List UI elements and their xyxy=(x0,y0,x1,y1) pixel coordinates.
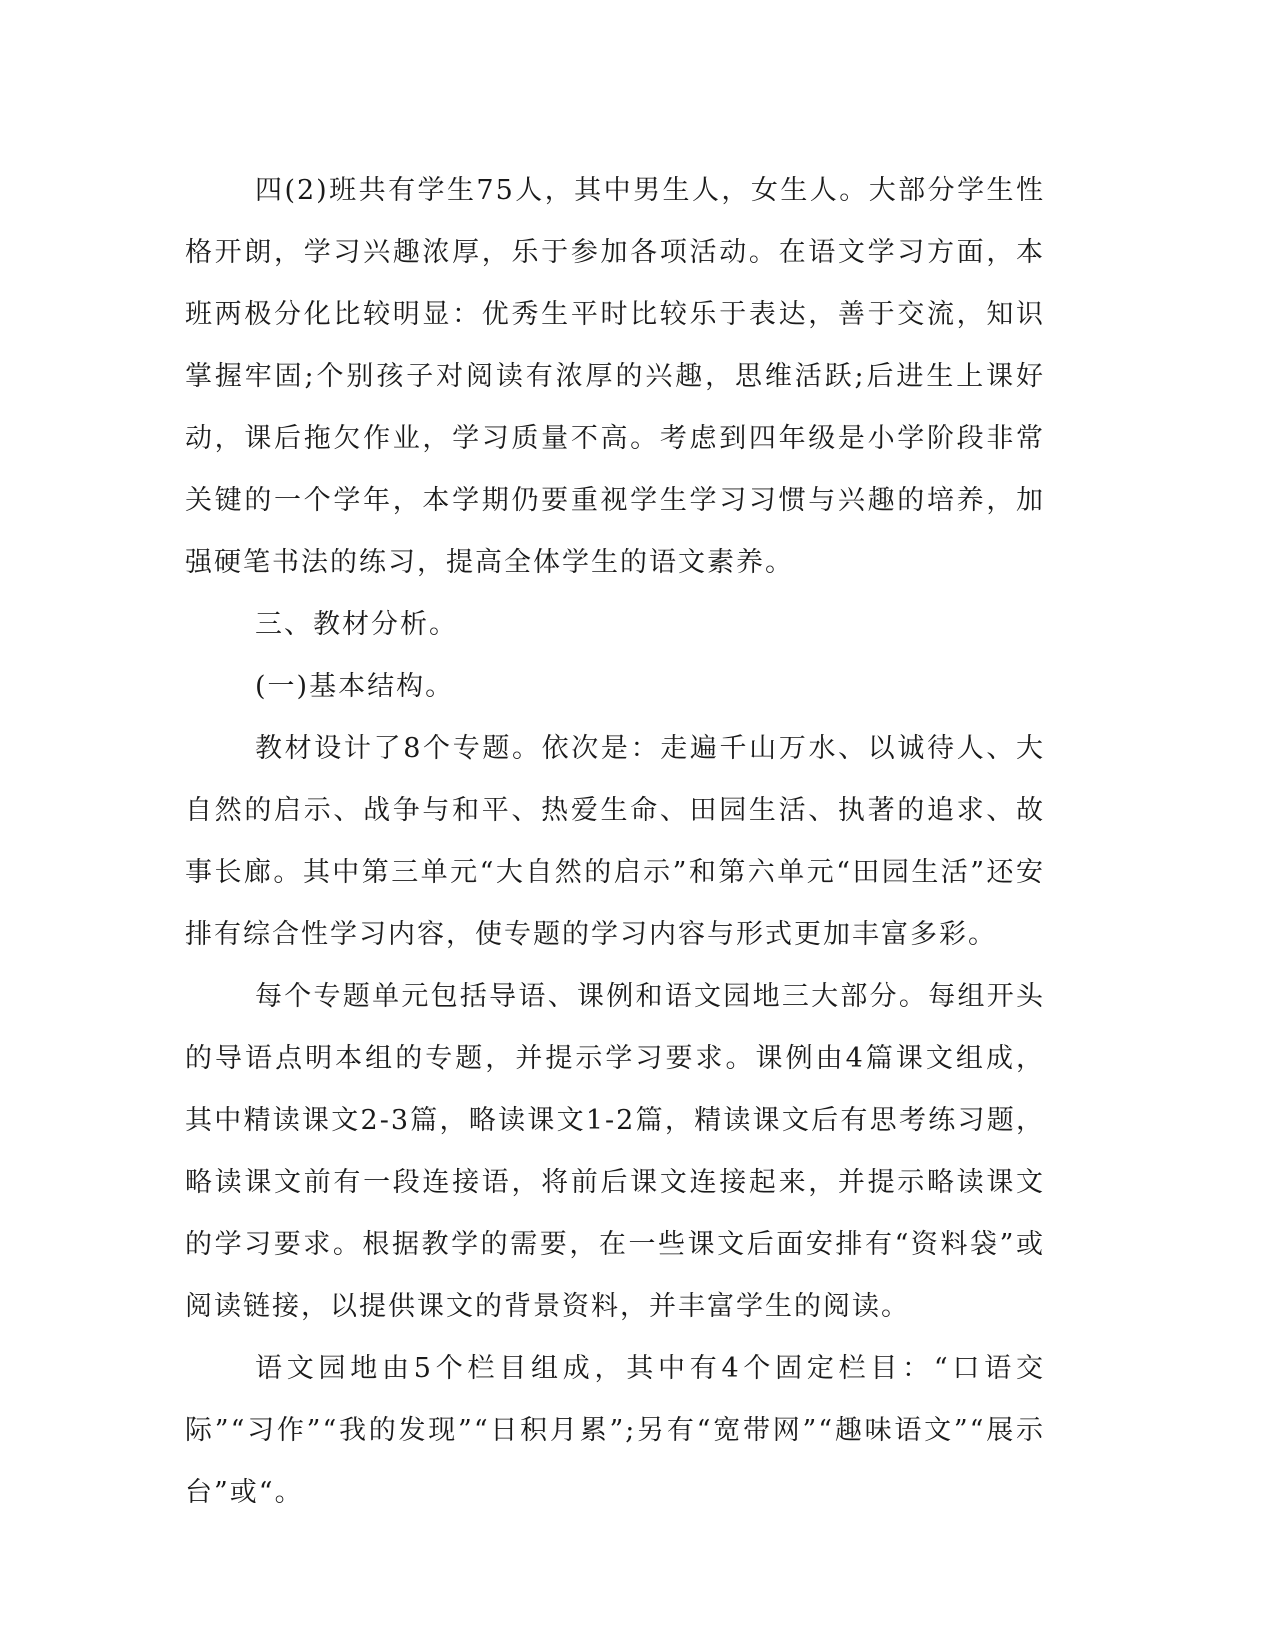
subsection-heading-basic-structure: (一)基本结构。 xyxy=(255,671,455,702)
paragraph-topics: 教材设计了8个专题。依次是：走遍千山万水、以诚待人、大自然的启示、战争与和平、热爱生命、田园生活、执著的追求、故事长廊。其中第三单元“大自然的启示”和第六单元“田园生活”还安排有综合性学习内容，使专题的学习内容与形式更加丰富多彩。 xyxy=(185,733,1045,950)
section-heading-textbook-analysis: 三、教材分析。 xyxy=(255,609,458,640)
paragraph-unit-structure: 每个专题单元包括导语、课例和语文园地三大部分。每组开头的导语点明本组的专题，并提示学习要求。课例由4篇课文组成，其中精读课文2-3篇，略读课文1-2篇，精读课文后有思考练习题，略读课文前有一段连接语，将前后课文连接起来，并提示略读课文的学习要求。根据教学的需要，在一些课文后面安排有“资料袋”或阅读链接，以提供课文的背景资料，并丰富学生的阅读。 xyxy=(185,981,1045,1322)
paragraph-class-overview: 四(2)班共有学生75人，其中男生人，女生人。大部分学生性格开朗，学习兴趣浓厚，乐于参加各项活动。在语文学习方面，本班两极分化比较明显：优秀生平时比较乐于表达，善于交流，知识掌握牢固;个别孩子对阅读有浓厚的兴趣，思维活跃;后进生上课好动，课后拖欠作业，学习质量不高。考虑到四年级是小学阶段非常关键的一个学年，本学期仍要重视学生学习习惯与兴趣的培养，加强硬笔书法的练习，提高全体学生的语文素养。 xyxy=(185,175,1045,578)
paragraph-language-garden: 语文园地由5个栏目组成，其中有4个固定栏目：“口语交际”“习作”“我的发现”“日积月累”;另有“宽带网”“趣味语文”“展示台”或“。 xyxy=(185,1353,1045,1508)
document-body xyxy=(185,160,1045,1524)
